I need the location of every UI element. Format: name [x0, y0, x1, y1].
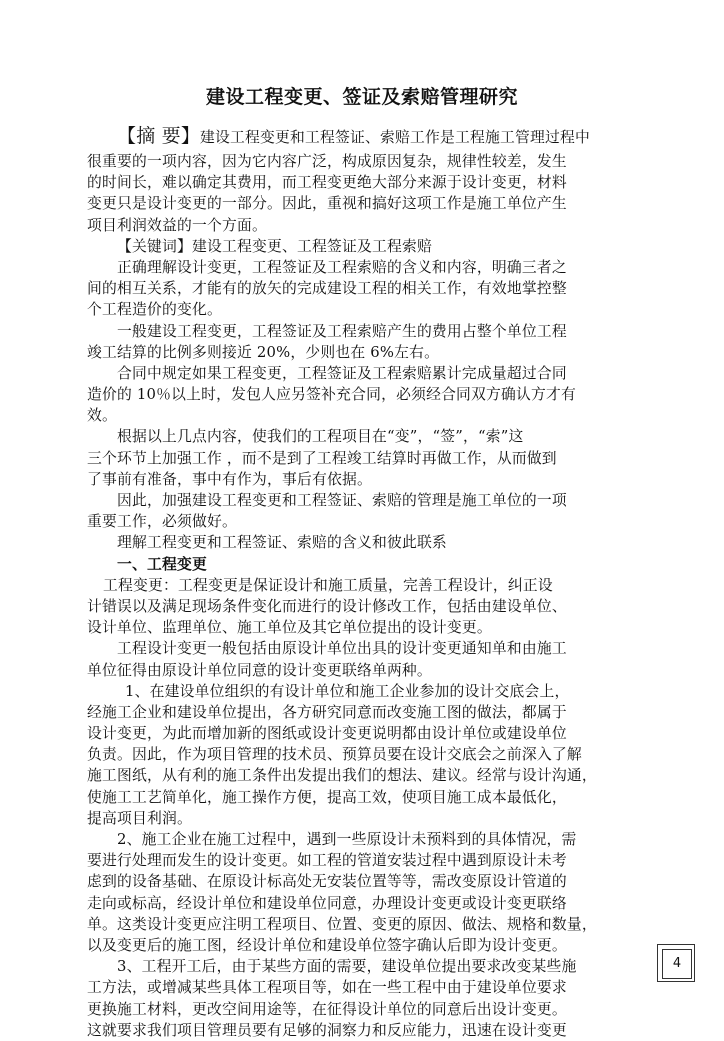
paragraph-line: 工程设计变更一般包括由原设计单位出具的设计变更通知单和由施工	[117, 640, 567, 658]
paragraph-line: 一般建设工程变更，工程签证及工程索赔产生的费用占整个单位工程	[117, 322, 567, 340]
paragraph-line: 以及变更后的施工图，经设计单位和建设单位签字确认后即为设计变更。	[87, 936, 567, 954]
keywords-line: 【关键词】建设工程变更、工程签证及工程索赔	[117, 237, 432, 255]
paragraph-line: 合同中规定如果工程变更，工程签证及工程索赔累计完成量超过合同	[117, 364, 567, 382]
abstract-label: 【摘 要】	[117, 125, 201, 147]
paragraph-line: 项目利润效益的一个方面。	[87, 216, 267, 234]
paragraph-line: 很重要的一项内容，因为它内容广泛，构成原因复杂，规律性较差，发生	[87, 153, 567, 170]
paragraph-line: 经施工企业和建设单位提出，各方研究同意而改变施工图的做法，都属于	[87, 703, 567, 721]
paragraph-line: 三个环节上加强工作 ，而不是到了工程竣工结算时再做工作，从而做到	[87, 449, 557, 467]
paragraph-line: 工方法，或增减某些具体工程项目等，如在一些工程中由于建设单位要求	[87, 979, 567, 997]
paragraph-line: 施工图纸，从有利的施工条件出发提出我们的想法、建议。经常与设计沟通，	[87, 767, 597, 785]
paragraph-line: 因此，加强建设工程变更和工程签证、索赔的管理是施工单位的一项	[117, 492, 567, 509]
paragraph-line: 变更只是设计变更的一部分。因此，重视和搞好这项工作是施工单位产生	[87, 195, 567, 213]
paragraph-line: 更换施工材料，更改空间用途等，在征得设计单位的同意后出设计变更。	[87, 1000, 567, 1018]
paragraph-line: 计错误以及满足现场条件变化而进行的设计修改工作，包括由建设单位、	[87, 597, 567, 615]
paragraph-line: 2、施工企业在施工过程中，遇到一些原设计未预料到的具体情况，需	[117, 831, 577, 848]
paragraph-line: 个工程造价的变化。	[87, 301, 222, 319]
abstract-line	[87, 121, 645, 151]
page-number: 4	[662, 949, 692, 979]
paragraph-line: 重要工作，必须做好。	[87, 513, 237, 531]
paragraph-line: 竣工结算的比例多则接近 20%，少则也在 6%左右。	[87, 343, 440, 361]
paragraph-line: 间的相互关系，才能有的放矢的完成建设工程的相关工作，有效地掌控整	[87, 280, 567, 298]
paragraph-line: 的时间长，难以确定其费用，而工程变更绝大部分来源于设计变更，材料	[87, 174, 567, 192]
paragraph-line: 工程变更：工程变更是保证设计和施工质量，完善工程设计，纠正设	[103, 576, 553, 594]
paragraph-line: 1、在建设单位组织的有设计单位和施工企业参加的设计交底会上，	[125, 682, 570, 700]
paragraph-line: 3、工程开工后，由于某些方面的需要，建设单位提出要求改变某些施	[117, 958, 577, 976]
paragraph-line: 单位征得由原设计单位同意的设计变更联络单两种。	[87, 661, 432, 679]
abstract-text: 建设工程变更和工程签证、索赔工作是工程施工管理过程中	[200, 129, 590, 146]
paragraph-line: 提高项目利润。	[87, 809, 192, 827]
paragraph-line: 单。这类设计变更应注明工程项目、位置、变更的原因、做法、规格和数量，	[87, 915, 597, 933]
paragraph-line: 使施工工艺简单化，施工操作方便，提高工效，使项目施工成本最低化，	[87, 788, 567, 806]
paragraph-line: 设计单位、监理单位、施工单位及其它单位提出的设计变更。	[87, 619, 492, 637]
paragraph-line: 这就要求我们项目管理员要有足够的洞察力和反应能力，迅速在设计变更	[87, 1021, 567, 1039]
paragraph-line: 造价的 10％以上时，发包人应另签补充合同，必须经合同双方确认方才有	[87, 386, 577, 404]
paragraph-line: 负责。因此，作为项目管理的技术员、预算员要在设计交底会之前深入了解	[87, 746, 582, 764]
document-title: 建设工程变更、签证及索赔管理研究	[205, 86, 518, 108]
page-number-box	[657, 944, 695, 982]
paragraph-line: 根据以上几点内容，使我们的工程项目在“变”，“签”，“索”这	[117, 428, 524, 446]
paragraph-line: 效。	[87, 407, 117, 425]
paragraph-line: 了事前有准备，事中有作为，事后有依据。	[87, 470, 372, 488]
paragraph-line: 要进行处理而发生的设计变更。如工程的管道安装过程中遇到原设计未考	[87, 852, 567, 870]
paragraph-line: 虑到的设备基础、在原设计标高处无安装位置等等，需改变原设计管道的	[87, 873, 567, 891]
section-intro-line: 理解工程变更和工程签证、索赔的含义和彼此联系	[117, 534, 447, 552]
document-body	[87, 121, 645, 1041]
paragraph-line: 走向或标高，经设计单位和建设单位同意，办理设计变更或设计变更联络	[87, 894, 567, 912]
paragraph-line: 正确理解设计变更，工程签证及工程索赔的含义和内容，明确三者之	[117, 258, 567, 276]
section-heading: 一、工程变更	[117, 555, 207, 573]
paragraph-line: 设计变更，为此而增加新的图纸或设计变更说明都由设计单位或建设单位	[87, 725, 567, 743]
